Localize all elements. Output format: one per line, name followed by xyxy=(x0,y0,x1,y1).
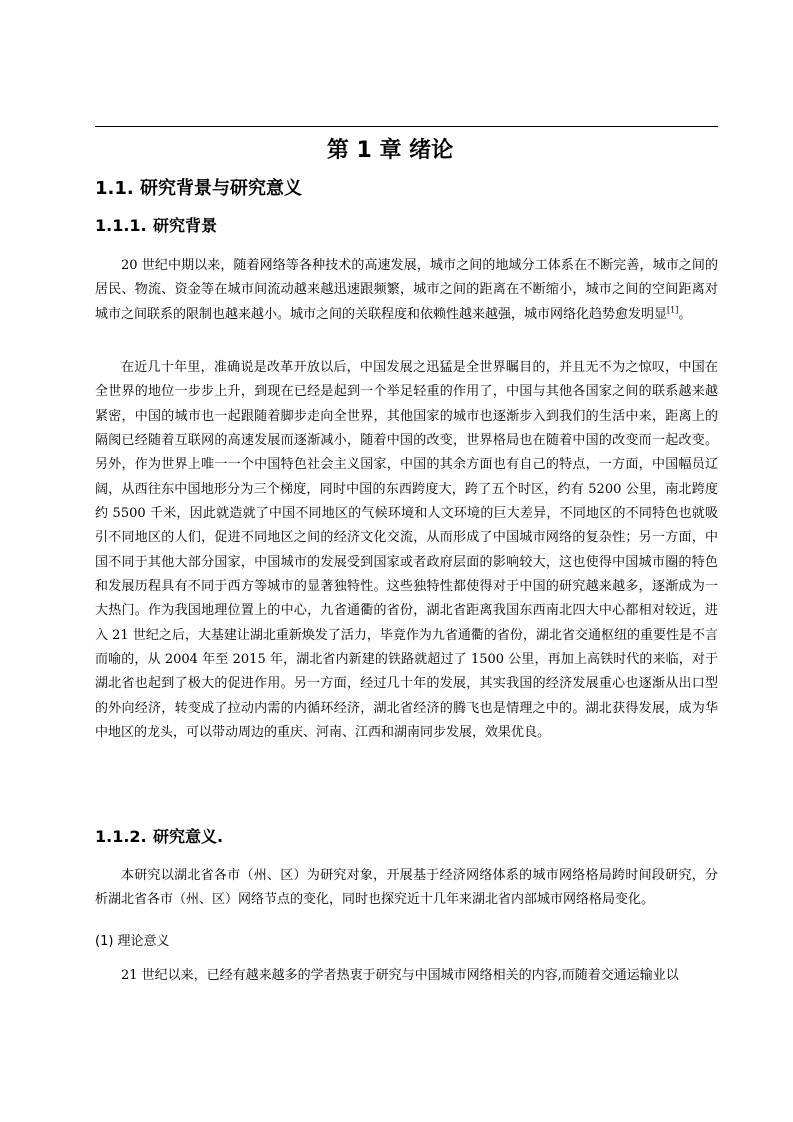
paragraph-background-1 xyxy=(95,254,718,327)
chapter-title: 第 1 章 绪论 xyxy=(326,138,454,163)
subsection-number: 1.1.1. xyxy=(95,216,147,235)
subsection-title: 研究意义. xyxy=(153,827,224,846)
subsection-heading-background xyxy=(95,214,217,238)
subsection-number: 1.1.2. xyxy=(95,827,147,846)
paragraph-end: 。 xyxy=(678,306,692,322)
header-rule xyxy=(95,126,718,127)
subsection-heading-significance xyxy=(95,825,223,849)
section-title: 研究背景与研究意义 xyxy=(140,178,303,199)
paragraph-theory: 21 世纪以来，已经有越来越多的学者热衷于研究与中国城市网络相关的内容,而随着交通运输业以 xyxy=(121,968,679,983)
subsection-title: 研究背景 xyxy=(153,216,218,235)
paragraph-significance: 本研究以湖北省各市（州、区）为研究对象，开展基于经济网络体系的城市网络格局跨时间段研究，分析湖北省各市（州、区）网络节点的变化，同时也探究近十几年来湖北省内部城市网络格局变化。 xyxy=(95,868,718,908)
paragraph-background-2: 在近几十年里，准确说是改革开放以后，中国发展之迅猛是全世界瞩目的，并且无不为之惊叹，中国在全世界的地位一步步上升，到现在已经是起到一个举足轻重的作用了，中国与其他各国家之间的联系越来越紧密，中国的城市也一起跟随着脚步走向全世界，其他国家的城市也逐渐步入到我们的生活中来，距离上的隔阂已经随着互联网的高速发展而逐渐减小，随着中国的改变，世界格局也在随着中国的改变而一起改变。另外，作为世界上唯一一个中国特色社会主义国家，中国的其余方面也有自己的特点，一方面，中国幅员辽阔，从西往东中国地形分为三个梯度，同时中国的东西跨度大，跨了五个时区，约有 5200 公里，南北跨度约 5500 千米，因此就造就了中国不同地区的气候环境和人文环境的巨大差异，不同地区的不同特色也就吸引不同地区的人们，促进不同地区之间的经济文化交流，从而形成了中国城市网络的复杂性；另一方面，中国不同于其他大部分国家，中国城市的发展受到国家或者政府层面的影响较大，这也使得中国城市圈的特色和发展历程具有不同于西方等城市的显著独特性。这些独特性都使得对于中国的研究越来越多，逐渐成为一大热门。作为我国地理位置上的中心，九省通衢的省份，湖北省距离我国东西南北四大中心都相对较近，进入 21 世纪之后，大基建让湖北重新焕发了活力，毕竟作为九省通衢的省份，湖北省交通枢纽的重要性是不言而喻的，从 2004 年至 2015 年，湖北省内新建的铁路就超过了 1500 公里，再加上高铁时代的来临，对于湖北省也起到了极大的促进作用。另一方面，经过几十年的发展，其实我国的经济发展重心也逐渐从出口型的外向经济，转变成了拉动内需的内循环经济，湖北省经济的腾飞也是情理之中的。湖北获得发展，成为华中地区的龙头，可以带动周边的重庆、河南、江西和湖南同步发展，效果优良。 xyxy=(95,360,718,741)
section-number: 1.1. xyxy=(95,178,134,199)
paragraph-text: 20 世纪中期以来，随着网络等各种技术的高速发展，城市之间的地域分工体系在不断完善，城市之间的居民、物流、资金等在城市间流动越来越迅速跟频繁，城市之间的距离在不断缩小，城市之间的空间距离对城市之间联系的限制也越来越小。城市之间的关联程度和依赖性越来越强，城市网络化趋势愈发明显 xyxy=(95,258,718,322)
subsubsection-heading: (1) 理论意义 xyxy=(95,934,170,949)
section-heading xyxy=(95,176,302,202)
citation: [1] xyxy=(667,305,679,315)
